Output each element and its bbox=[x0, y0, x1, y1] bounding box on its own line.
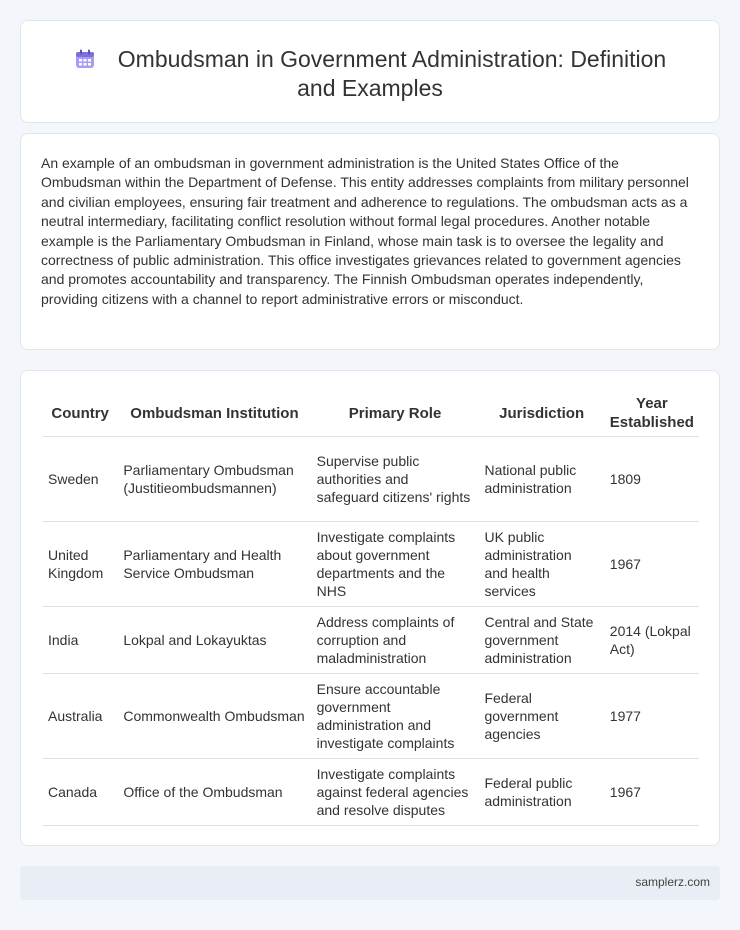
cell-year: 1967 bbox=[604, 758, 699, 825]
cell-jurisdiction: Federal government agencies bbox=[479, 673, 604, 758]
header-country: Country bbox=[43, 391, 118, 436]
cell-year: 1977 bbox=[604, 673, 699, 758]
page-title-wrap bbox=[21, 45, 719, 103]
cell-institution: Commonwealth Ombudsman bbox=[118, 673, 311, 758]
footer-bar bbox=[20, 866, 720, 900]
table-row bbox=[43, 673, 699, 758]
cell-year: 1809 bbox=[604, 436, 699, 521]
cell-institution: Parliamentary and Health Service Ombudsman bbox=[118, 521, 311, 606]
cell-country: Canada bbox=[43, 758, 118, 825]
table-header-row bbox=[43, 391, 699, 436]
footer-site-link[interactable]: samplerz.com bbox=[635, 875, 710, 889]
table-card bbox=[20, 370, 720, 846]
cell-jurisdiction: Central and State government administration bbox=[479, 606, 604, 673]
intro-card bbox=[20, 133, 720, 350]
cell-country: United Kingdom bbox=[43, 521, 118, 606]
cell-jurisdiction: Federal public administration bbox=[479, 758, 604, 825]
table-row bbox=[43, 606, 699, 673]
cell-jurisdiction: National public administration bbox=[479, 436, 604, 521]
header-year-established: Year Established bbox=[604, 391, 699, 436]
title-card bbox=[20, 20, 720, 123]
ombudsman-table bbox=[43, 391, 699, 826]
cell-year: 1967 bbox=[604, 521, 699, 606]
cell-country: Sweden bbox=[43, 436, 118, 521]
cell-primary-role: Ensure accountable government administration and investigate complaints bbox=[311, 673, 479, 758]
cell-primary-role: Investigate complaints against federal agencies and resolve disputes bbox=[311, 758, 479, 825]
cell-country: Australia bbox=[43, 673, 118, 758]
header-institution: Ombudsman Institution bbox=[118, 391, 311, 436]
table-row bbox=[43, 436, 699, 521]
cell-jurisdiction: UK public administration and health services bbox=[479, 521, 604, 606]
header-primary-role: Primary Role bbox=[311, 391, 479, 436]
cell-institution: Parliamentary Ombudsman (Justitieombudsmannen) bbox=[118, 436, 311, 521]
cell-primary-role: Investigate complaints about government departments and the NHS bbox=[311, 521, 479, 606]
cell-year: 2014 (Lokpal Act) bbox=[604, 606, 699, 673]
table-row bbox=[43, 521, 699, 606]
cell-country: India bbox=[43, 606, 118, 673]
intro-paragraph: An example of an ombudsman in government administration is the United States Office of the Ombudsman within the Department of Defense. This entity addresses complaints from military personnel and civilian employees, ensuring fair treatment and adherence to regulations. The ombudsman acts as a neutral intermediary, facilitating conflict resolution without formal legal procedures. Another notable example is the Parliamentary Ombudsman in Finland, whose main task is to oversee the legality and correctness of public administration. This office investigates grievances related to government agencies and promotes accountability and transparency. The Finnish Ombudsman operates independently, providing citizens with a channel to report administrative errors or misconduct. bbox=[41, 155, 689, 307]
calendar-icon bbox=[74, 48, 96, 70]
page-title: Ombudsman in Government Administration: Definition and Examples bbox=[117, 46, 667, 101]
cell-primary-role: Supervise public authorities and safeguard citizens' rights bbox=[311, 436, 479, 521]
cell-institution: Lokpal and Lokayuktas bbox=[118, 606, 311, 673]
table-row bbox=[43, 758, 699, 825]
cell-primary-role: Address complaints of corruption and maladministration bbox=[311, 606, 479, 673]
cell-institution: Office of the Ombudsman bbox=[118, 758, 311, 825]
header-jurisdiction: Jurisdiction bbox=[479, 391, 604, 436]
